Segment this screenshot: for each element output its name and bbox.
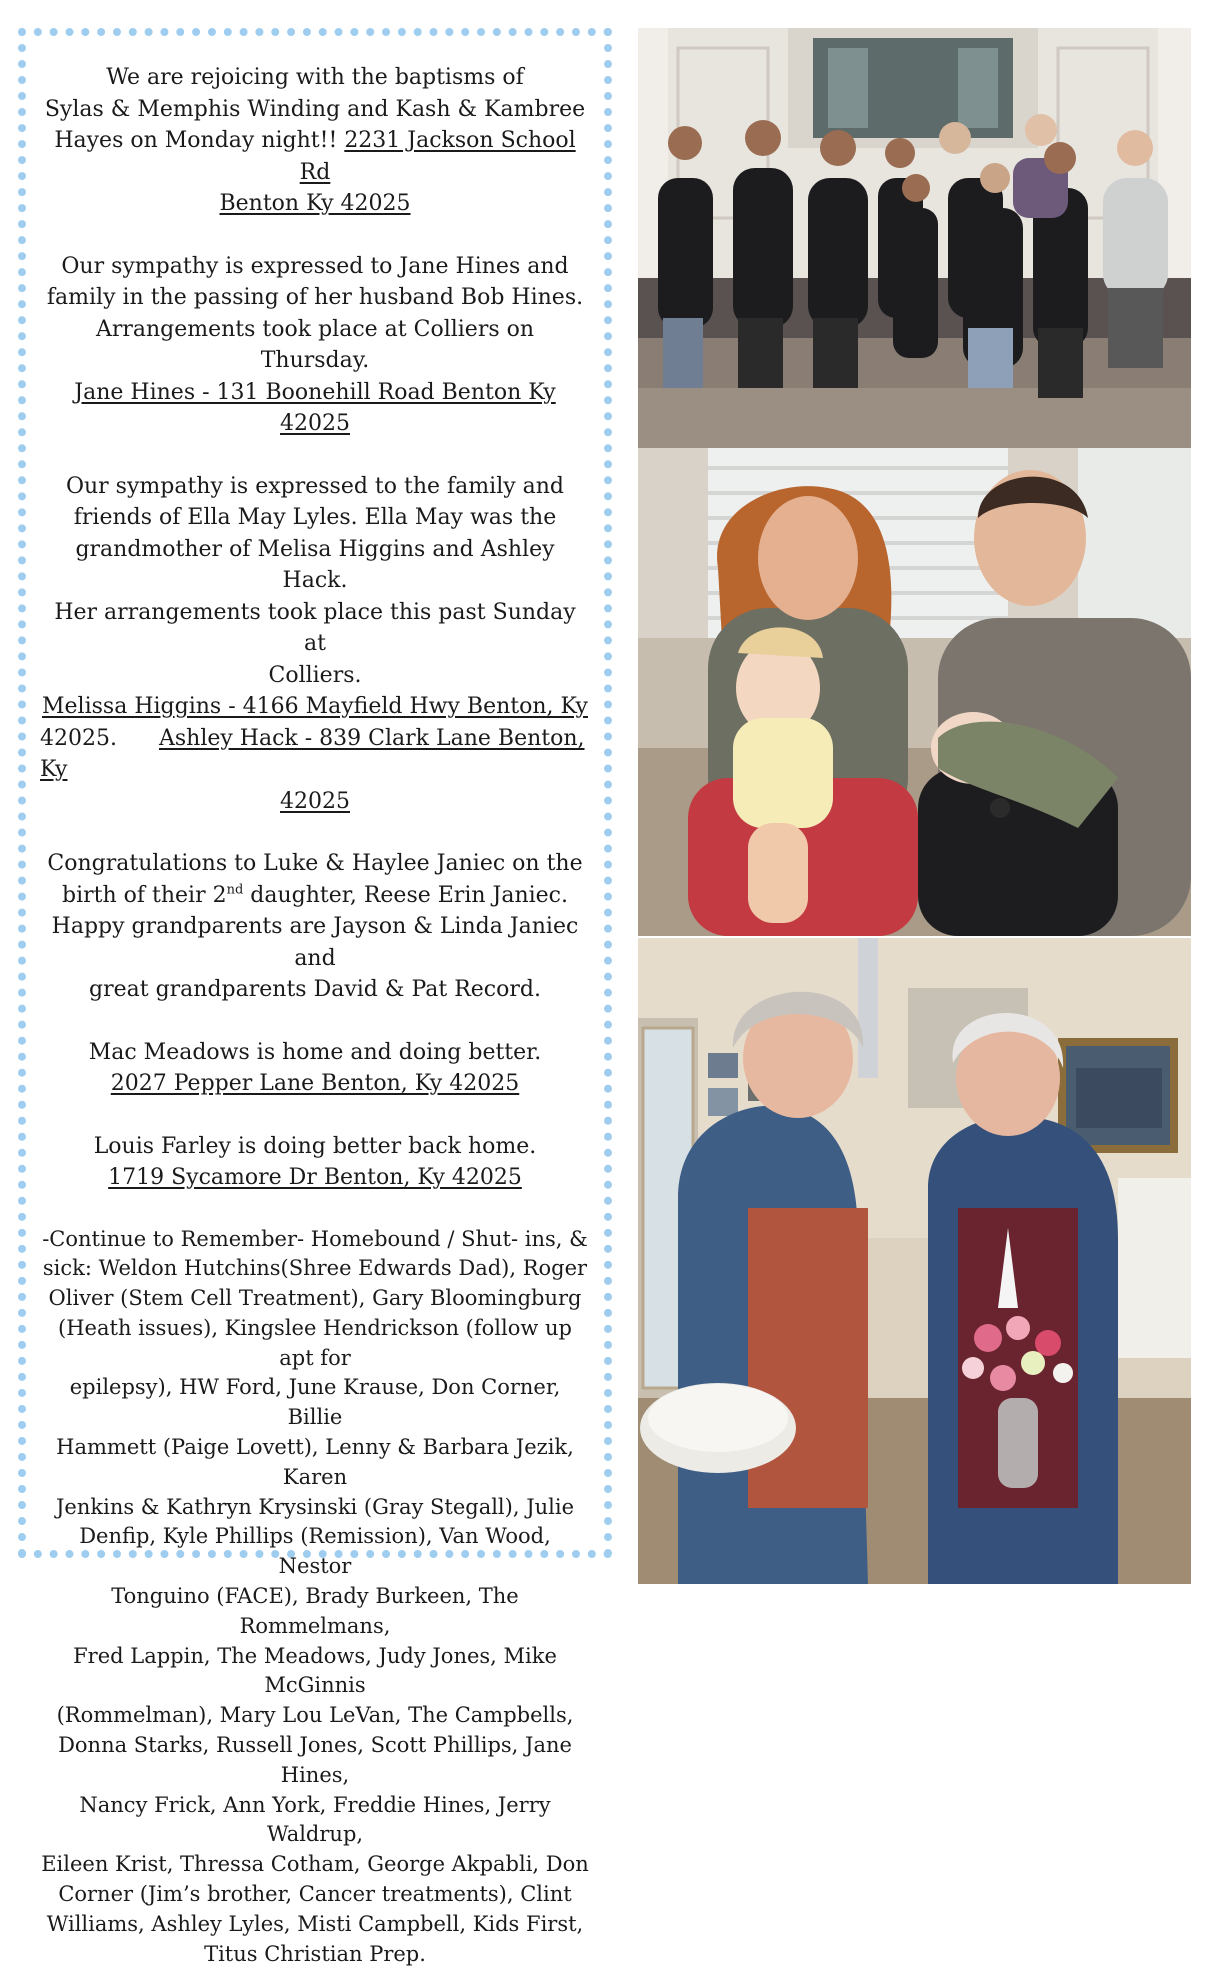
- prayer-line-13: Nancy Frick, Ann York, Freddie Hines, Jerry Waldrup,: [40, 1791, 590, 1851]
- congrats-line-2-end: daughter, Reese Erin Janiec.: [243, 883, 568, 908]
- baptism-group-image: [638, 28, 1191, 448]
- baptisms-line-1: We are rejoicing with the baptisms of: [40, 62, 590, 94]
- sympathy-lyles-line-4: Her arrangements took place this past Sunday at: [40, 597, 590, 660]
- baptisms-line-2: Sylas & Memphis Winding and Kash & Kambree: [40, 94, 590, 126]
- prayer-line-5: epilepsy), HW Ford, June Krause, Don Corner, Billie: [40, 1373, 590, 1433]
- hack-address: Ashley Hack - 839 Clark Lane Benton, Ky: [40, 726, 585, 783]
- prayer-line-11: (Rommelman), Mary Lou LeVan, The Campbells,: [40, 1701, 590, 1731]
- congrats-line-1: Congratulations to Luke & Haylee Janiec on the: [40, 848, 590, 880]
- sympathy-lyles-line-3: grandmother of Melisa Higgins and Ashley Hack.: [40, 534, 590, 597]
- sympathy-lyles-line-7: [40, 723, 590, 786]
- sympathy-lyles-announcement: [40, 471, 590, 818]
- prayer-line-14: Eileen Krist, Thressa Cotham, George Akpabli, Don: [40, 1850, 590, 1880]
- prayer-line-2: sick: Weldon Hutchins(Shree Edwards Dad), Roger: [40, 1254, 590, 1284]
- prayer-line-17: Titus Christian Prep.: [40, 1940, 590, 1969]
- prayer-line-9: Tonguino (FACE), Brady Burkeen, The Rommelmans,: [40, 1582, 590, 1642]
- sympathy-lyles-line-5: Colliers.: [40, 660, 590, 692]
- prayer-list: [40, 1225, 590, 1969]
- prayer-line-7: Jenkins & Kathryn Krysinski (Gray Stegall), Julie: [40, 1493, 590, 1523]
- higgins-address: Melissa Higgins - 4166 Mayfield Hwy Benton, Ky: [40, 691, 590, 723]
- baptism-group-photo: [638, 28, 1191, 448]
- congrats-line-3: Happy grandparents are Jayson & Linda Janiec and: [40, 911, 590, 974]
- sympathy-lyles-line-1: Our sympathy is expressed to the family and: [40, 471, 590, 503]
- women-flowers-photo: [638, 938, 1191, 1584]
- prayer-line-12: Donna Starks, Russell Jones, Scott Phillips, Jane Hines,: [40, 1731, 590, 1791]
- prayer-line-4: (Heath issues), Kingslee Hendrickson (follow up apt for: [40, 1314, 590, 1374]
- prayer-line-3: Oliver (Stem Cell Treatment), Gary Bloomingburg: [40, 1284, 590, 1314]
- hack-zip: 42025: [40, 786, 590, 818]
- prayer-line-8: Denfip, Kyle Phillips (Remission), Van Wood, Nestor: [40, 1522, 590, 1582]
- higgins-zip: 42025.: [40, 726, 117, 751]
- baptisms-address-city: Benton Ky 42025: [40, 188, 590, 220]
- baptisms-address: 2231 Jackson School Rd: [300, 128, 576, 185]
- meadows-announcement: [40, 1037, 590, 1100]
- congrats-line-2: [40, 880, 590, 912]
- farley-line-1: Louis Farley is doing better back home.: [40, 1131, 590, 1163]
- baptisms-line-3: [40, 125, 590, 188]
- meadows-line-1: Mac Meadows is home and doing better.: [40, 1037, 590, 1069]
- prayer-line-15: Corner (Jim’s brother, Cancer treatments), Clint: [40, 1880, 590, 1910]
- announcements-panel: [18, 28, 612, 1558]
- sympathy-lyles-line-2: friends of Ella May Lyles. Ella May was the: [40, 502, 590, 534]
- prayer-line-10: Fred Lappin, The Meadows, Judy Jones, Mike McGinnis: [40, 1642, 590, 1702]
- ordinal-suffix: nd: [227, 882, 244, 897]
- women-flowers-image: [638, 938, 1191, 1584]
- prayer-line-6: Hammett (Paige Lovett), Lenny & Barbara Jezik, Karen: [40, 1433, 590, 1493]
- sympathy-hines-line-2: family in the passing of her husband Bob Hines.: [40, 282, 590, 314]
- sympathy-hines-line-3: Arrangements took place at Colliers on Thursday.: [40, 314, 590, 377]
- baptisms-announcement: [40, 62, 590, 220]
- photo-column: [638, 28, 1191, 1584]
- baptisms-line-3-text: Hayes on Monday night!!: [54, 128, 344, 153]
- sympathy-hines-announcement: [40, 251, 590, 440]
- prayer-line-1: -Continue to Remember- Homebound / Shut- ins, &: [40, 1225, 590, 1255]
- farley-announcement: [40, 1131, 590, 1194]
- congrats-line-4: great grandparents David & Pat Record.: [40, 974, 590, 1006]
- congratulations-announcement: [40, 848, 590, 1006]
- family-newborn-photo: [638, 448, 1191, 936]
- sympathy-hines-address: Jane Hines - 131 Boonehill Road Benton Ky 42025: [40, 377, 590, 440]
- farley-address: 1719 Sycamore Dr Benton, Ky 42025: [40, 1162, 590, 1194]
- prayer-line-16: Williams, Ashley Lyles, Misti Campbell, Kids First,: [40, 1910, 590, 1940]
- sympathy-hines-line-1: Our sympathy is expressed to Jane Hines and: [40, 251, 590, 283]
- family-newborn-image: [638, 448, 1191, 936]
- meadows-address: 2027 Pepper Lane Benton, Ky 42025: [40, 1068, 590, 1100]
- congrats-line-2-start: birth of their 2: [62, 883, 227, 908]
